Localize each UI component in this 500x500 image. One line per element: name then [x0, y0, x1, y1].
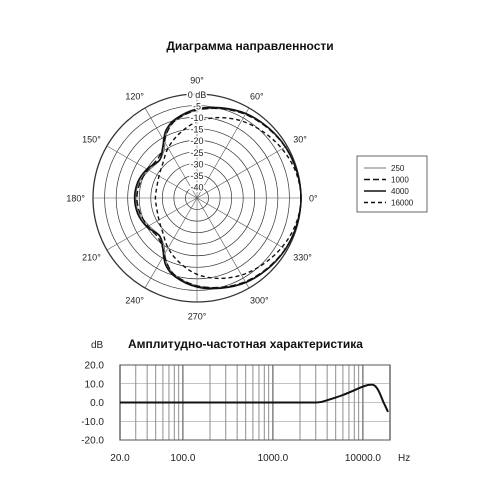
radial-tick-label: -20	[190, 136, 204, 147]
radial-tick-label: -40	[190, 182, 204, 193]
x-tick-label: 1000.0	[257, 453, 289, 464]
angle-label: 180°	[66, 193, 85, 204]
angle-label: 150°	[82, 134, 101, 145]
x-tick-label: 100.0	[170, 453, 196, 464]
angle-label: 90°	[190, 75, 204, 86]
angle-label: 270°	[187, 311, 207, 320]
y-tick-label: 0.0	[90, 398, 104, 409]
x-tick-label: 20.0	[110, 453, 130, 464]
frequency-response-line	[120, 385, 388, 412]
legend-label-1000: 1000	[391, 175, 409, 185]
y-tick-label: -20.0	[81, 435, 104, 447]
angle-label: 60°	[250, 91, 264, 102]
legend-label-16000: 16000	[391, 198, 414, 208]
polar-legend	[357, 156, 427, 212]
angle-label: 30°	[293, 134, 307, 145]
y-axis-label: dB	[91, 340, 104, 351]
radial-tick-label: -30	[190, 159, 204, 170]
y-tick-label: 20.0	[84, 360, 104, 372]
radial-tick-label: -15	[190, 124, 204, 135]
angle-label: 300°	[250, 295, 269, 306]
y-tick-label: -10.0	[81, 416, 104, 428]
angle-label: 0°	[309, 193, 318, 204]
radial-tick-label: -35	[190, 170, 204, 181]
polar-chart-title: Диаграмма направленности	[166, 39, 334, 53]
x-tick-label: 10000.0	[344, 453, 381, 464]
y-tick-label: 10.0	[84, 379, 104, 391]
angle-label: 240°	[125, 295, 144, 306]
radial-tick-label: -10	[190, 113, 204, 124]
frequency-response-chart	[0, 320, 500, 500]
angle-label: 210°	[82, 252, 101, 263]
radial-tick-label: 0 dB	[187, 90, 207, 100]
legend-label-250: 250	[391, 164, 405, 173]
legend-label-4000: 4000	[391, 187, 409, 196]
angle-label: 120°	[125, 91, 144, 102]
radial-tick-label: -25	[190, 147, 204, 158]
angle-label: 330°	[293, 252, 312, 263]
frequency-chart-title: Амплитудно-частотная характеристика	[128, 337, 363, 351]
x-axis-label: Hz	[398, 453, 411, 464]
radial-tick-label: -5	[192, 101, 202, 112]
